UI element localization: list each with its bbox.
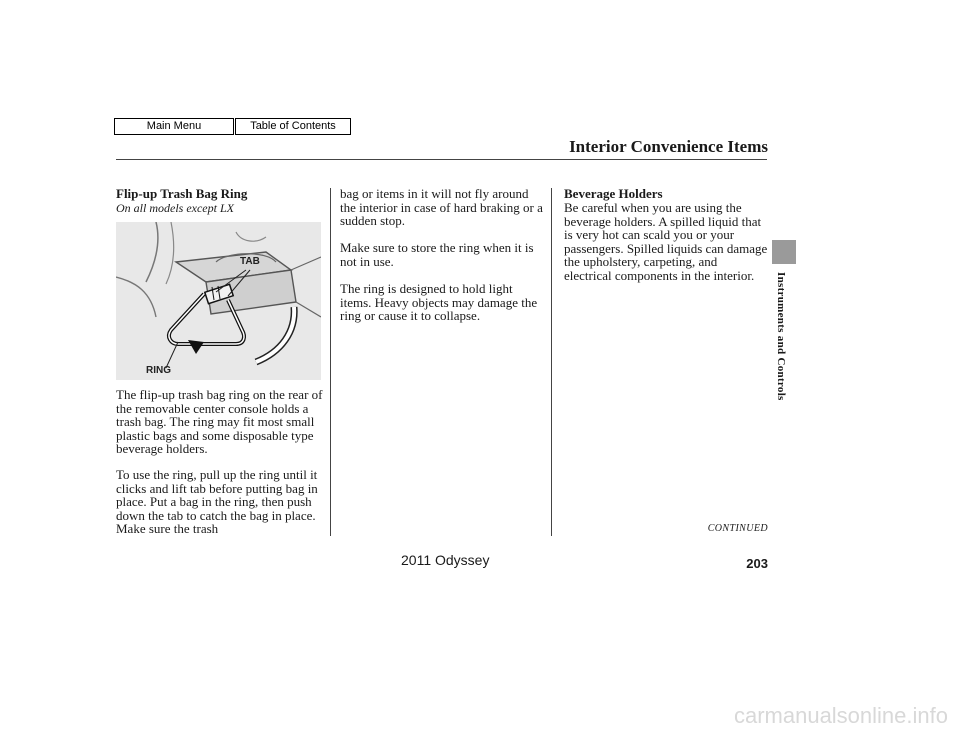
section-tab-marker [772, 240, 796, 264]
figure-label-tab: TAB [240, 256, 260, 267]
middle-paragraph-2: Make sure to store the ring when it is not in use. [340, 240, 534, 269]
header-divider [116, 159, 767, 160]
trash-bag-ring-paragraph-1: The flip-up trash bag ring on the rear of the removable center console holds a trash bag. The ring may fit most small plastic bags and some disposable type beverage holders. [116, 387, 323, 456]
middle-paragraph-1: bag or items in it will not fly around the interior in case of hard braking or a sudden stop. [340, 186, 543, 228]
table-of-contents-button[interactable]: Table of Contents [235, 118, 351, 135]
beverage-holders-heading: Beverage Holders [564, 186, 663, 201]
watermark: carmanualsonline.info [733, 703, 948, 728]
trash-bag-ring-paragraph-2: To use the ring, pull up the ring until it clicks and lift tab before putting bag in place. Put a bag in the ring, then push down the tab to catch the bag in place. Make sure the trash [116, 467, 318, 536]
page-title: Interior Convenience Items [569, 137, 768, 156]
console-ring-drawing [116, 222, 321, 380]
middle-paragraph-3: The ring is designed to hold light items. Heavy objects may damage the ring or cause it to collapse. [340, 281, 538, 323]
trash-bag-ring-heading: Flip-up Trash Bag Ring [116, 186, 248, 201]
continued-label: CONTINUED [707, 523, 768, 534]
column-divider-left [330, 188, 331, 536]
column-divider-right [551, 188, 552, 536]
section-side-label: Instruments and Controls [775, 272, 787, 401]
page-number: 203 [746, 556, 768, 571]
main-menu-button[interactable]: Main Menu [114, 118, 234, 135]
model-name: 2011 Odyssey [401, 552, 490, 568]
trash-bag-ring-subheading: On all models except LX [116, 201, 234, 215]
trash-bag-ring-illustration [116, 222, 321, 380]
figure-label-ring: RING [146, 365, 171, 376]
beverage-holders-paragraph: Be careful when you are using the beverage holders. A spilled liquid that is very hot can scald you or your passengers. Spilled liquids can damage the upholstery, carpeting, and electrical components in the interior. [564, 200, 768, 283]
